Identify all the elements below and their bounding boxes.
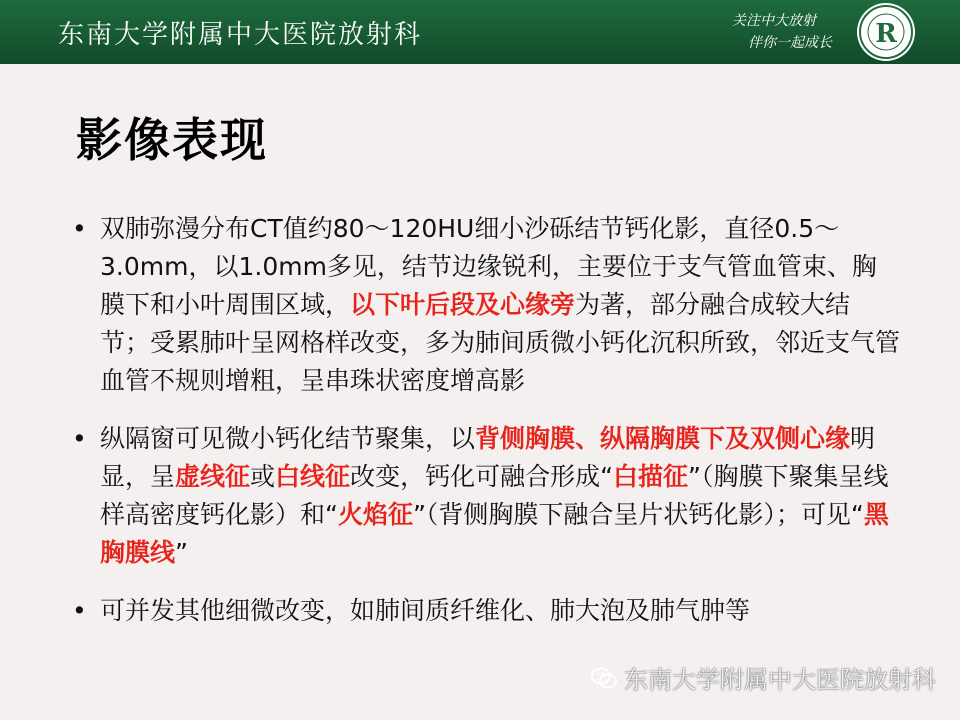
bullet-text: 改变，钙化可融合形成“ [350,462,614,491]
hospital-logo-icon [856,2,916,62]
slide-title: 影像表现 [76,113,268,167]
bullet-item [70,210,900,400]
bullet-text: 纵隔窗可见微小钙化结节聚集，以 [100,424,476,453]
bullet-text: 可并发其他细微改变，如肺间质纤维化、肺大泡及肺气肿等 [100,596,751,625]
bullet-text: 或 [250,462,276,491]
watermark [590,660,936,695]
slogan-line2: 伴你一起成长 [748,35,832,51]
bullet-text: 为著，部分融合成较大结节；受累肺叶呈网格样改变，多为肺间质微小钙化沉积所致，邻近支气管血管不规则增粗，呈串珠状密度增高影 [100,290,901,395]
wechat-icon [590,666,618,690]
bullet-text: ” [175,538,188,567]
watermark-text: 东南大学附属中大医院放射科 [624,666,936,694]
highlight-text: 火焰征 [337,500,413,529]
bullet-text: ”（背侧胸膜下融合呈片状钙化影）；可见“ [412,500,864,529]
highlight-text: 背侧胸膜、纵隔胸膜下及双侧心缘 [475,424,851,453]
highlight-text: 白描征 [613,462,689,491]
bullet-text: 明显，呈 [100,424,876,491]
logo-letter: R [875,19,897,49]
bullet-item [70,420,900,572]
bullet-text: 双肺弥漫分布CT值约80～120HU细小沙砾结节钙化影，直径0.5～3.0mm，以1.0mm多见，结节边缘锐利，主要位于支气管血管束、胸膜下和小叶周围区域， [100,214,877,319]
header-band [0,0,960,64]
highlight-text: 白线征 [275,462,351,491]
highlight-text: 黑胸膜线 [100,500,889,567]
highlight-text: 以下叶后段及心缘旁 [350,290,576,319]
slogan-line1: 关注中大放射 [732,13,816,29]
bullet-item [70,592,900,630]
bullet-list [70,210,900,650]
bullet-text: ”（胸膜下聚集呈线样高密度钙化影）和“ [100,462,889,529]
slogan [732,10,832,54]
highlight-text: 虚线征 [175,462,251,491]
header-title: 东南大学附属中大医院放射科 [58,20,423,50]
